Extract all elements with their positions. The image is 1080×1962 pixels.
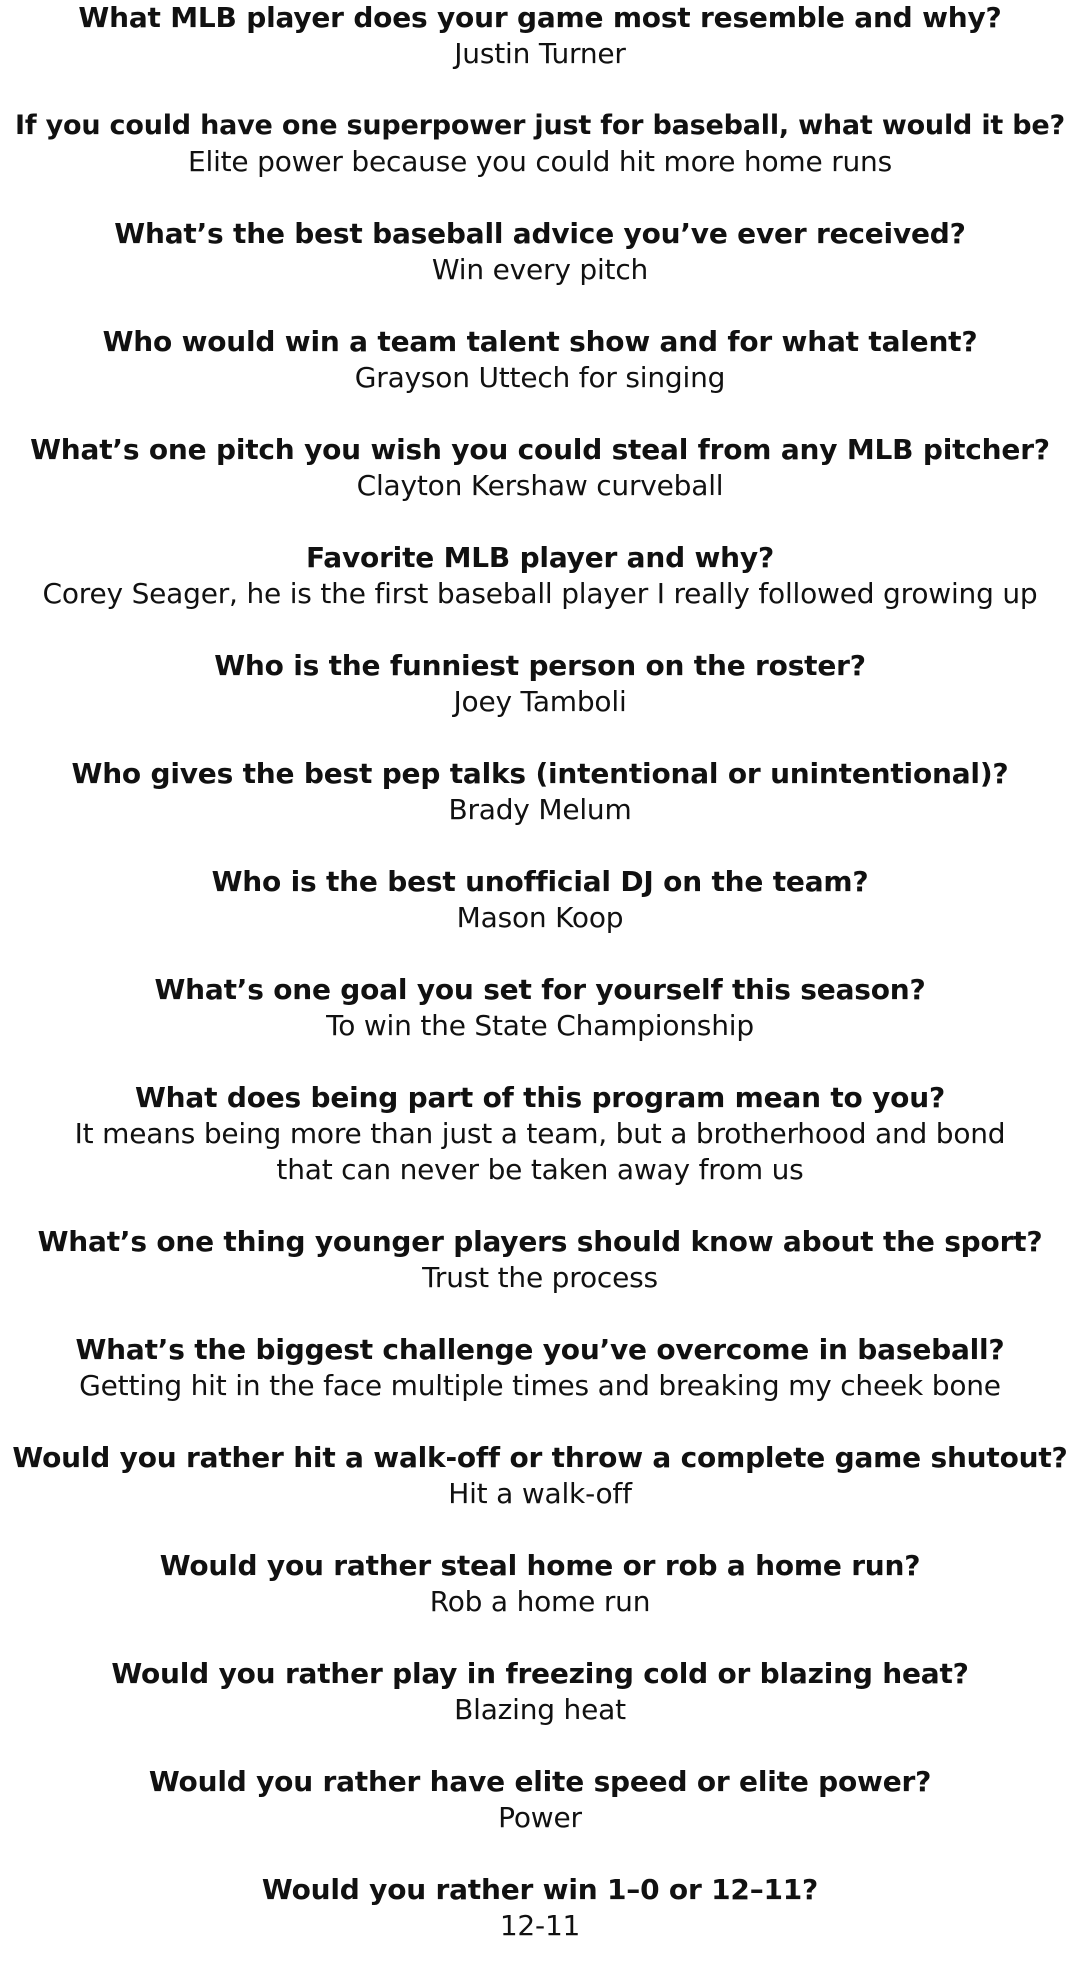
qa-item [0, 216, 1080, 288]
answer-text: Corey Seager, he is the first baseball player I really followed growing up [42, 577, 1038, 610]
answer-text: Justin Turner [454, 37, 626, 70]
answer-text: Trust the process [422, 1261, 658, 1294]
question-text: Favorite MLB player and why? [306, 541, 774, 574]
question-text: If you could have one superpower just for baseball, what would it be? [14, 110, 1065, 141]
qa-item [0, 1656, 1080, 1728]
question-text: What’s one thing younger players should know about the sport? [37, 1225, 1043, 1258]
answer-text: Elite power because you could hit more home runs [188, 145, 892, 178]
question-text: Would you rather hit a walk-off or throw a complete game shutout? [12, 1441, 1068, 1474]
answer-text: It means being more than just a team, but a brotherhood and bond [74, 1117, 1006, 1150]
answer-text: Getting hit in the face multiple times and breaking my cheek bone [79, 1369, 1001, 1402]
question-text: What does being part of this program mean to you? [135, 1081, 945, 1114]
question-text: What’s the biggest challenge you’ve overcome in baseball? [75, 1333, 1005, 1366]
answer-text: Joey Tamboli [453, 685, 627, 718]
answer-text: Blazing heat [454, 1693, 626, 1726]
answer-text: 12-11 [499, 1909, 581, 1942]
qa-item [0, 864, 1080, 936]
answer-text: Power [498, 1801, 582, 1834]
question-text: Would you rather have elite speed or elite power? [148, 1765, 932, 1798]
qa-item [0, 972, 1080, 1044]
qa-item [0, 756, 1080, 828]
question-text: Who gives the best pep talks (intentional or unintentional)? [71, 757, 1009, 790]
qa-item [0, 648, 1080, 720]
question-text: What’s one pitch you wish you could steal from any MLB pitcher? [30, 433, 1050, 466]
answer-text: Hit a walk-off [448, 1477, 632, 1510]
qa-item [0, 432, 1080, 504]
question-text: Who would win a team talent show and for what talent? [102, 325, 978, 358]
question-text: Would you rather play in freezing cold or blazing heat? [111, 1657, 969, 1690]
question-text: What’s the best baseball advice you’ve ever received? [114, 217, 966, 250]
answer-text: Rob a home run [429, 1585, 651, 1618]
qa-item [0, 1548, 1080, 1620]
question-text: What’s one goal you set for yourself this season? [154, 973, 926, 1006]
qa-item [0, 1440, 1080, 1512]
answer-text: Mason Koop [456, 901, 624, 934]
question-text: Would you rather steal home or rob a home run? [159, 1549, 921, 1582]
answer-text: To win the State Championship [326, 1009, 754, 1042]
answer-text: Brady Melum [448, 793, 632, 826]
qa-item [0, 324, 1080, 396]
qa-item [0, 108, 1080, 180]
answer-text: Win every pitch [431, 253, 649, 286]
qa-item [0, 1764, 1080, 1836]
qa-item [0, 1080, 1080, 1188]
answer-text: Clayton Kershaw curveball [356, 469, 724, 502]
question-text: What MLB player does your game most resemble and why? [78, 1, 1002, 34]
qa-item [0, 540, 1080, 612]
question-text: Would you rather win 1–0 or 12–11? [261, 1873, 819, 1906]
qa-item [0, 1224, 1080, 1296]
qa-item [0, 1872, 1080, 1944]
qa-item [0, 0, 1080, 72]
question-text: Who is the funniest person on the roster? [214, 649, 866, 682]
question-text: Who is the best unofficial DJ on the team? [211, 865, 869, 898]
answer-text-line-2: that can never be taken away from us [276, 1153, 804, 1186]
qa-item [0, 1332, 1080, 1404]
answer-text: Grayson Uttech for singing [354, 361, 726, 394]
